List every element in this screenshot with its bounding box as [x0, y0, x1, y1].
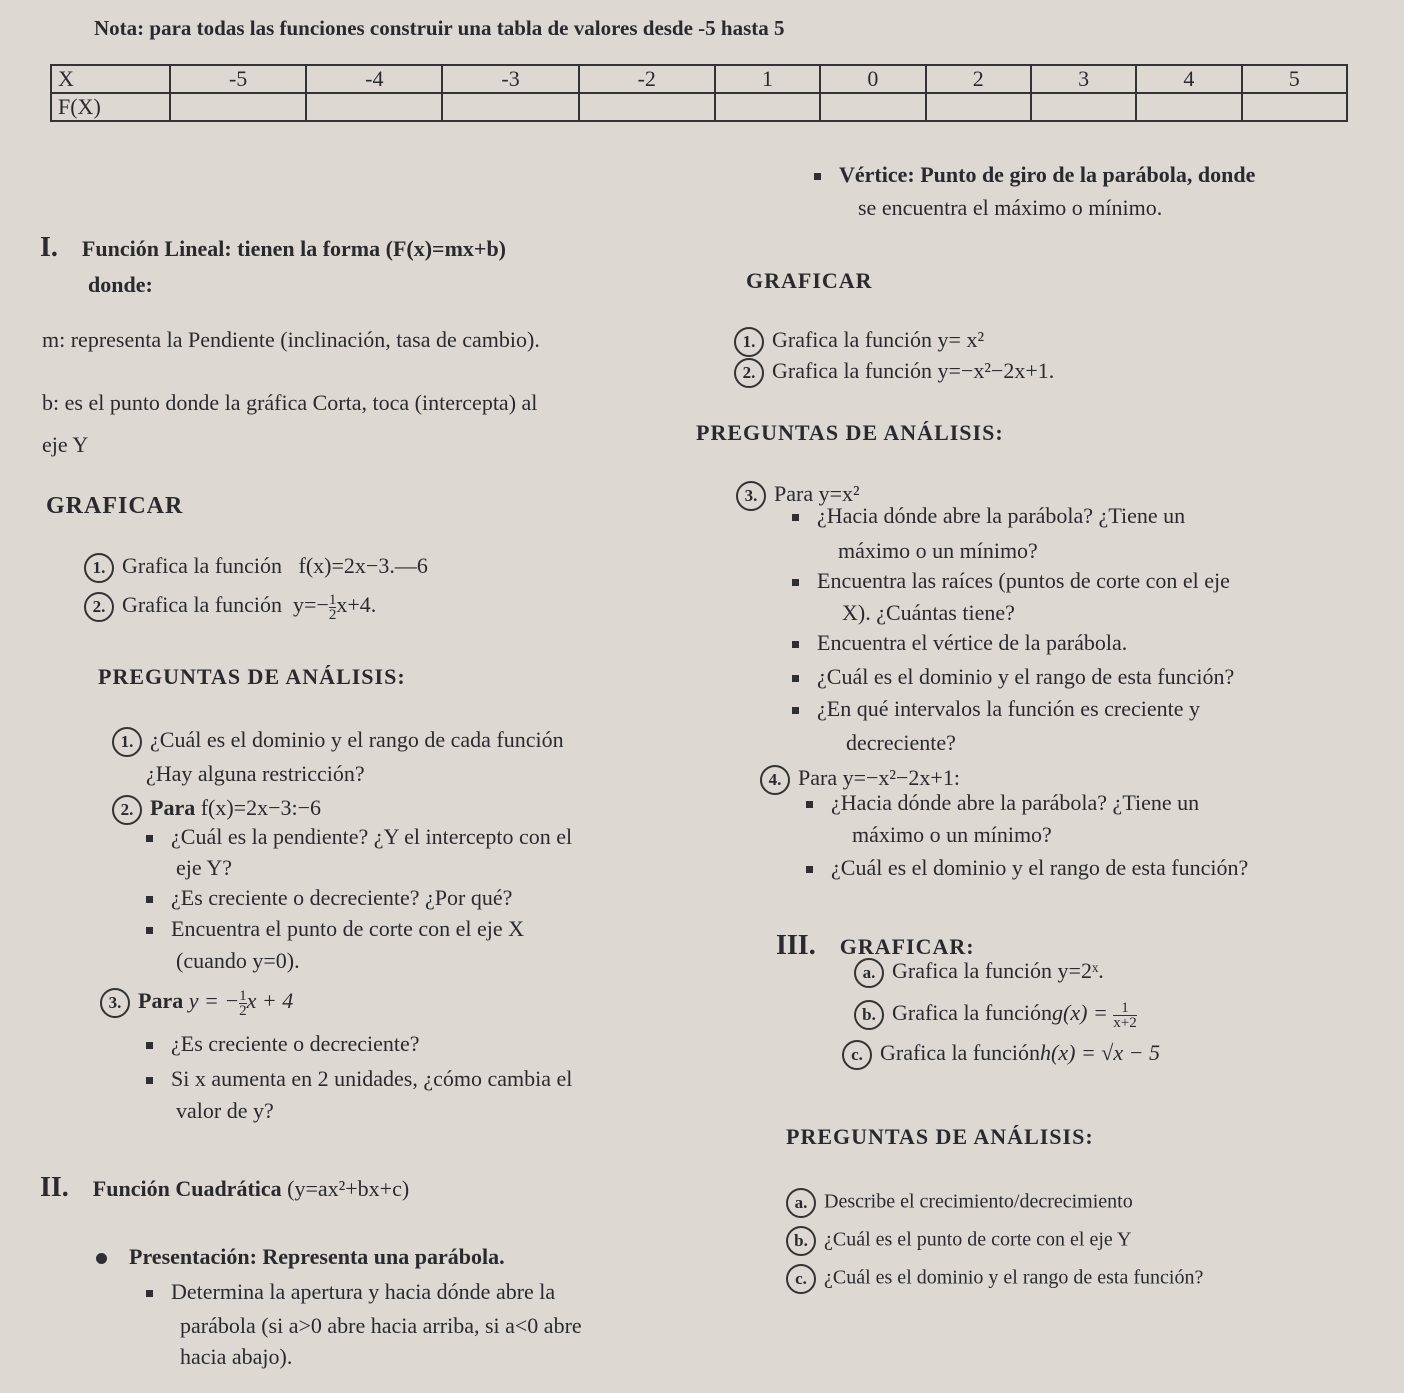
s3-question-b: b. ¿Cuál es el punto de corte con el eje Y: [786, 1226, 1131, 1256]
section-1-heading: I. Función Lineal: tienen la forma (F(x)=mx+b): [40, 232, 507, 263]
b-definition-cont: eje Y: [42, 432, 89, 457]
left-graph-1: 1. Grafica la función f(x)=2x−3.—6: [84, 553, 428, 583]
section-2-numeral: II.: [40, 1172, 69, 1203]
vertice-cont: se encuentra el máximo o mínimo.: [858, 195, 1163, 220]
left-graph-2: 2. Grafica la función y=− $\frac{1}{2}$ x+4.: [84, 592, 376, 622]
rq3-bullet-1-cont: máximo o un mínimo?: [838, 538, 1038, 563]
section-1-numeral: I.: [40, 232, 58, 263]
graficar-heading-left: GRAFICAR: [46, 493, 184, 519]
determina-cont-1: parábola (si a>0 abre hacia arriba, si a<0 abre: [180, 1313, 582, 1338]
left-question-3: 3. Para y = − $\frac{1}{2}$ x + 4: [100, 988, 293, 1018]
preguntas-heading-left: PREGUNTAS DE ANÁLISIS:: [98, 664, 406, 689]
fx-cell[interactable]: [1242, 93, 1347, 121]
donde: donde:: [88, 272, 153, 297]
s3-question-c: c. ¿Cuál es el dominio y el rango de esta función?: [786, 1264, 1203, 1294]
rq4-bullet-1-cont: máximo o un mínimo?: [852, 822, 1052, 847]
q3-bullet-2: Si x aumenta en 2 unidades, ¿cómo cambia el: [146, 1066, 572, 1092]
preguntas-heading-right-2: PREGUNTAS DE ANÁLISIS:: [786, 1124, 1094, 1149]
rq3-bullet-5: ¿En qué intervalos la función es creciente y: [792, 696, 1200, 722]
section-2-heading: II. Función Cuadrática (y=ax²+bx+c): [40, 1172, 410, 1203]
x-cell: -5: [170, 65, 306, 93]
presentacion: Presentación: Representa una parábola.: [96, 1244, 505, 1270]
q2-bullet-2: ¿Es creciente o decreciente? ¿Por qué?: [146, 885, 512, 911]
fx-cell[interactable]: [1136, 93, 1241, 121]
rq3-bullet-5-cont: decreciente?: [846, 730, 956, 755]
left-question-1-cont: ¿Hay alguna restricción?: [146, 761, 365, 786]
preguntas-heading-right: PREGUNTAS DE ANÁLISIS:: [696, 420, 1004, 445]
rq4-bullet-1: ¿Hacia dónde abre la parábola? ¿Tiene un: [806, 790, 1199, 816]
fx-cell[interactable]: [820, 93, 925, 121]
fx-cell[interactable]: [579, 93, 715, 121]
left-question-2: 2. Para f(x)=2x−3:−6: [112, 795, 321, 825]
right-question-3: 3. Para y=x²: [736, 481, 860, 511]
s3-graph-b: b. Grafica la funcióng(x) = $\frac{1}{x+2}$: [854, 1000, 1137, 1030]
x-cell: -4: [306, 65, 442, 93]
x-cell: -3: [442, 65, 578, 93]
x-cell: 2: [926, 65, 1031, 93]
rq3-bullet-3: Encuentra el vértice de la parábola.: [792, 630, 1127, 656]
fx-cell[interactable]: [170, 93, 306, 121]
x-cell: 3: [1031, 65, 1136, 93]
table-row-x: [51, 65, 1347, 93]
b-definition: b: es el punto donde la gráfica Corta, toca (intercepta) al: [42, 390, 538, 415]
fx-cell[interactable]: [1031, 93, 1136, 121]
fx-cell[interactable]: [442, 93, 578, 121]
value-table: [50, 64, 1348, 122]
fx-label: F(X): [51, 93, 170, 121]
x-cell: 4: [1136, 65, 1241, 93]
rq3-bullet-1: ¿Hacia dónde abre la parábola? ¿Tiene un: [792, 503, 1185, 529]
x-cell: 1: [715, 65, 820, 93]
determina-cont-2: hacia abajo).: [180, 1344, 293, 1369]
fx-cell[interactable]: [306, 93, 442, 121]
handwritten-note: —6: [394, 553, 428, 579]
x-cell: 0: [820, 65, 925, 93]
rq3-bullet-2-cont: X). ¿Cuántas tiene?: [842, 600, 1015, 625]
q2-bullet-3-cont: (cuando y=0).: [176, 948, 300, 973]
vertice-bullet: Vértice: Punto de giro de la parábola, donde: [814, 162, 1255, 188]
fx-cell[interactable]: [715, 93, 820, 121]
section-3-numeral: III.: [776, 930, 816, 961]
x-label: X: [51, 65, 170, 93]
nota: Nota: para todas las funciones construir una tabla de valores desde -5 hasta 5: [94, 16, 785, 40]
fx-cell[interactable]: [926, 93, 1031, 121]
s3-graph-a: a. Grafica la función y=2ˣ.: [854, 958, 1104, 988]
s3-question-a: a. Describe el crecimiento/decrecimiento: [786, 1188, 1133, 1218]
q3-bullet-1: ¿Es creciente o decreciente?: [146, 1031, 420, 1057]
s3-graph-c: c. Grafica la funciónh(x) = √x − 5: [842, 1040, 1160, 1070]
q2-bullet-1: ¿Cuál es la pendiente? ¿Y el intercepto con el: [146, 824, 572, 850]
m-definition: m: representa la Pendiente (inclinación, tasa de cambio).: [42, 327, 540, 352]
x-cell: -2: [579, 65, 715, 93]
q3-bullet-2-cont: valor de y?: [176, 1098, 274, 1123]
rq4-bullet-2: ¿Cuál es el dominio y el rango de esta función?: [806, 855, 1248, 881]
x-cell: 5: [1242, 65, 1347, 93]
right-question-4: 4. Para y=−x²−2x+1:: [760, 765, 960, 795]
determina-bullet: Determina la apertura y hacia dónde abre la: [146, 1279, 555, 1305]
left-question-1: 1. ¿Cuál es el dominio y el rango de cada función: [112, 727, 564, 757]
q2-bullet-3: Encuentra el punto de corte con el eje X: [146, 916, 524, 942]
q2-bullet-1-cont: eje Y?: [176, 855, 232, 880]
table-row-fx: [51, 93, 1347, 121]
right-graph-1: 1. Grafica la función y= x²: [734, 327, 984, 357]
graficar-heading-right: GRAFICAR: [746, 268, 873, 293]
rq3-bullet-4: ¿Cuál es el dominio y el rango de esta función?: [792, 664, 1234, 690]
right-graph-2: 2. Grafica la función y=−x²−2x+1.: [734, 358, 1054, 388]
rq3-bullet-2: Encuentra las raíces (puntos de corte con el eje: [792, 568, 1230, 594]
section-3-heading: III. GRAFICAR:: [776, 930, 975, 961]
